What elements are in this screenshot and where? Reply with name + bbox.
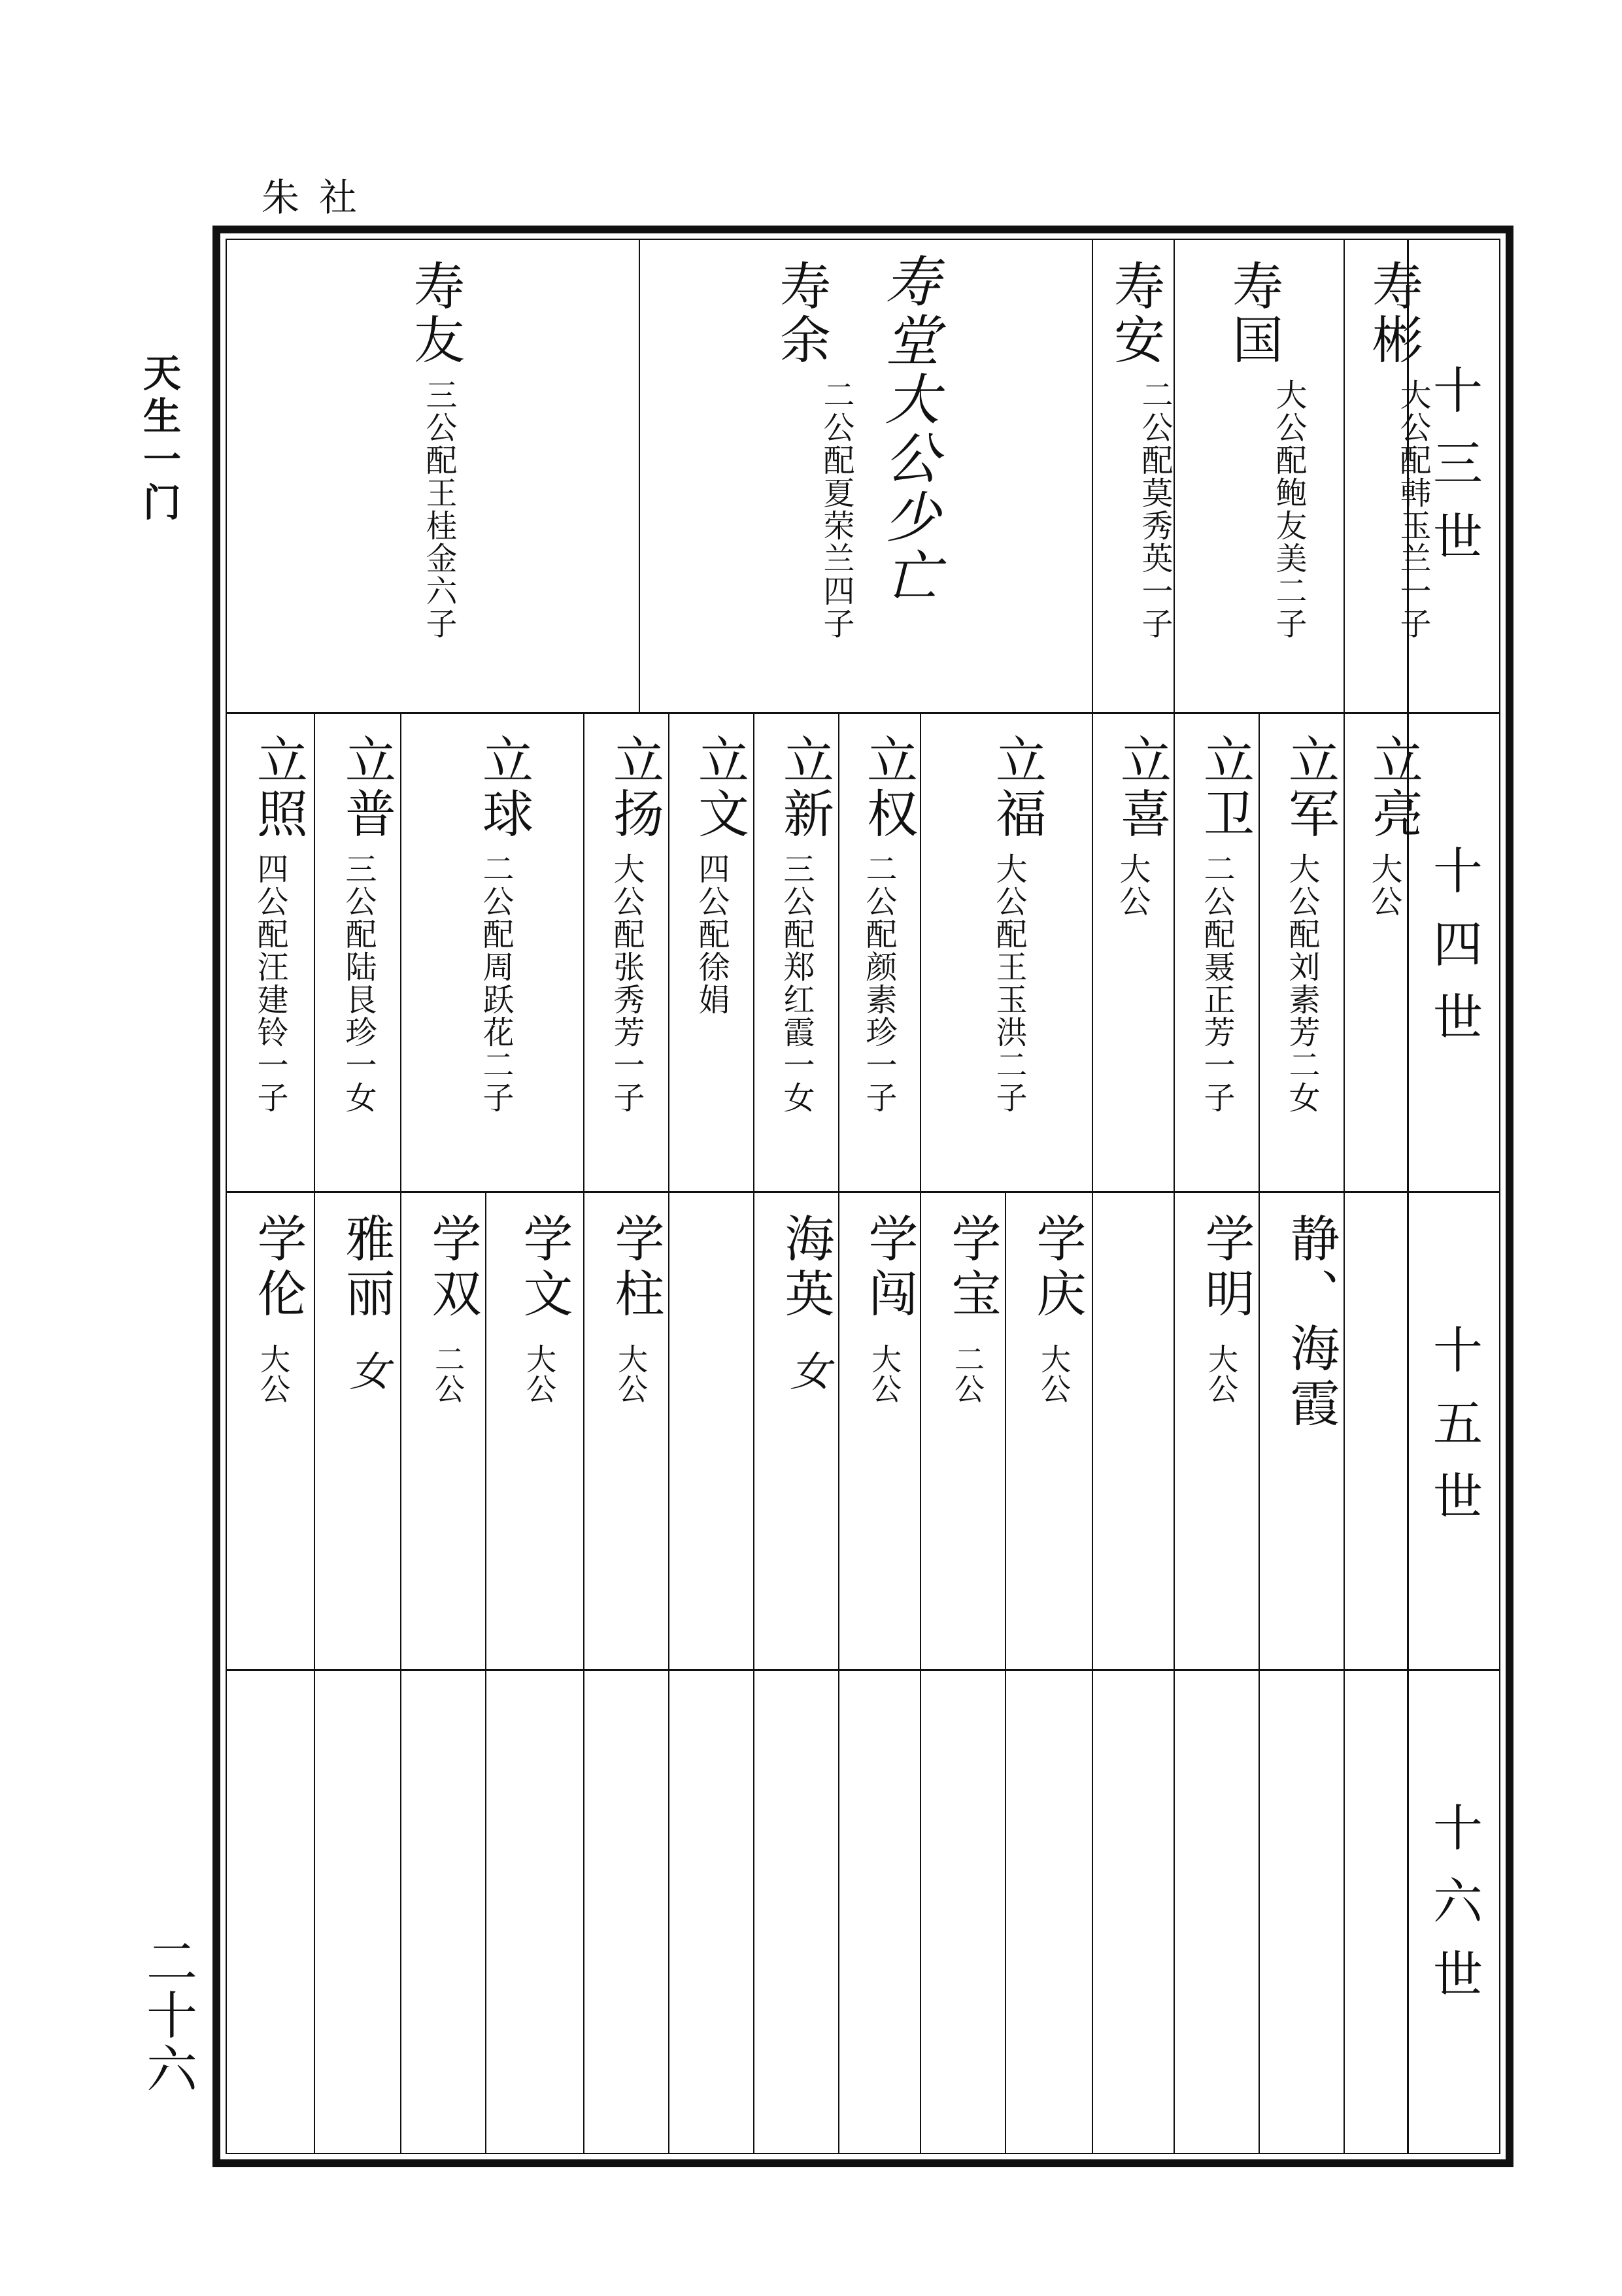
person-cell [485,1193,583,1669]
person-cell [227,714,314,1191]
person-cell [227,240,639,712]
person-name: 立权 [858,734,917,841]
person-desc: 大公 [1204,1343,1239,1404]
person-name: 寿安 [1106,260,1164,367]
person-name: 海英 [777,1213,835,1323]
person-name: 寿国 [1224,260,1283,367]
person-cell [1259,714,1343,1191]
person-desc: 二公配聂正芳一子 [1198,853,1235,1114]
empty-cell [1174,1671,1259,2153]
person-cell [583,1193,668,1669]
page-header: 朱社 [262,175,377,220]
person-cell [1259,1193,1343,1669]
row-gen-16 [227,1671,1499,2153]
genealogy-table [212,226,1513,2167]
person-cell [1174,714,1259,1191]
person-cell [1005,1193,1092,1669]
person-cell [668,1193,753,1669]
person-desc: 三公配陆艮珍一女 [340,853,377,1114]
person-desc: 二公配莫秀英一子 [1136,379,1173,640]
person-name: 立新 [775,734,834,841]
person-name: 立文 [690,734,749,841]
person-name: 立球 [474,734,533,841]
person-name: 学伦 [249,1213,307,1323]
person-name: 立军 [1280,734,1339,841]
person-desc: 大公配王玉洪二子 [990,853,1027,1114]
person-name: 学柱 [607,1213,665,1323]
person-cell [1174,1193,1259,1669]
person-desc: 二公配夏荣兰四子 [818,379,854,640]
person-desc: 大公 [522,1343,557,1404]
person-name: 立普 [337,734,396,841]
empty-cell [838,1671,920,2153]
person-desc: 大公 [867,1343,902,1404]
person-desc: 大公配鲍友美二子 [1270,379,1307,640]
page-number: 二十六 [138,1935,197,2096]
row-gen-14 [227,714,1499,1193]
person-name: 立卫 [1195,734,1254,841]
gen-label-14: 十四世 [1407,714,1499,1191]
person-desc: 三公配郑红霞一女 [778,853,815,1114]
person-cell [753,714,838,1191]
handwritten-note: 女 [783,1350,831,1391]
empty-cell [1259,1671,1343,2153]
person-name: 寿余 [771,260,830,367]
empty-cell [314,1671,400,2153]
empty-cell [583,1671,668,2153]
person-cell [1343,240,1431,712]
person-cell [838,714,920,1191]
empty-cell [753,1671,838,2153]
empty-cell [668,1671,753,2153]
person-cell [583,714,668,1191]
person-cell [227,1193,314,1669]
person-desc: 大公 [1114,853,1151,918]
person-cell [400,714,583,1191]
person-desc: 大公配张秀芳一子 [608,853,645,1114]
person-desc: 二公配颜素珍一子 [860,853,897,1114]
person-desc: 二公 [950,1343,985,1404]
empty-cell [920,1671,1005,2153]
person-cell [639,240,1092,712]
handwritten-note: 寿堂大公少亡 [876,253,940,606]
handwritten-note: 女 [343,1350,390,1391]
person-desc: 大公 [256,1343,291,1404]
person-cell [668,714,753,1191]
person-desc: 大公 [1036,1343,1072,1404]
gen-label-16: 十六世 [1407,1671,1499,2153]
empty-cell [1343,1671,1426,2153]
person-name: 立喜 [1112,734,1171,841]
person-desc: 大公 [1366,853,1402,918]
empty-cell [400,1671,485,2153]
person-desc: 二公 [430,1343,465,1404]
empty-cell [227,1671,314,2153]
person-desc: 二公配周跃花二子 [477,853,514,1114]
person-cell [1174,240,1343,712]
person-cell [1343,1193,1426,1669]
person-name: 学庆 [1028,1213,1087,1323]
person-name: 静、海霞 [1282,1213,1340,1432]
person-cell [753,1193,838,1669]
person-name: 学双 [424,1213,482,1323]
person-name: 学宝 [943,1213,1002,1323]
person-cell [314,714,400,1191]
person-name: 立扬 [605,734,664,841]
person-cell [1092,714,1174,1191]
person-name: 立亮 [1364,734,1423,841]
empty-cell [1092,1671,1174,2153]
person-name: 学闯 [860,1213,919,1323]
person-name: 学文 [515,1213,573,1323]
person-cell [838,1193,920,1669]
row-gen-15 [227,1193,1499,1671]
person-desc: 大公配韩玉兰一子 [1394,379,1431,640]
person-desc: 大公 [613,1343,649,1404]
empty-cell [1005,1671,1092,2153]
person-cell [1343,714,1426,1191]
person-name: 立福 [987,734,1046,841]
person-desc: 四公配徐娟 [693,853,730,1016]
person-cell [920,714,1092,1191]
person-name: 寿彬 [1364,260,1423,367]
person-cell [400,1193,485,1669]
side-label: 天生一门 [137,353,181,526]
person-cell [314,1193,400,1669]
person-cell [920,1193,1005,1669]
person-name: 寿友 [405,260,464,367]
person-name: 雅丽 [337,1213,396,1323]
person-name: 立照 [248,734,307,841]
person-desc: 四公配汪建铃一子 [252,853,288,1114]
empty-cell [485,1671,583,2153]
person-desc: 三公配王桂金六子 [420,379,457,640]
person-cell [1092,1193,1174,1669]
person-desc: 大公配刘素芳二女 [1283,853,1320,1114]
gen-label-15: 十五世 [1407,1193,1499,1669]
person-name: 学明 [1197,1213,1255,1323]
row-gen-13 [227,240,1499,714]
person-cell [1092,240,1174,712]
gen-label-13: 十三世 [1407,240,1499,712]
